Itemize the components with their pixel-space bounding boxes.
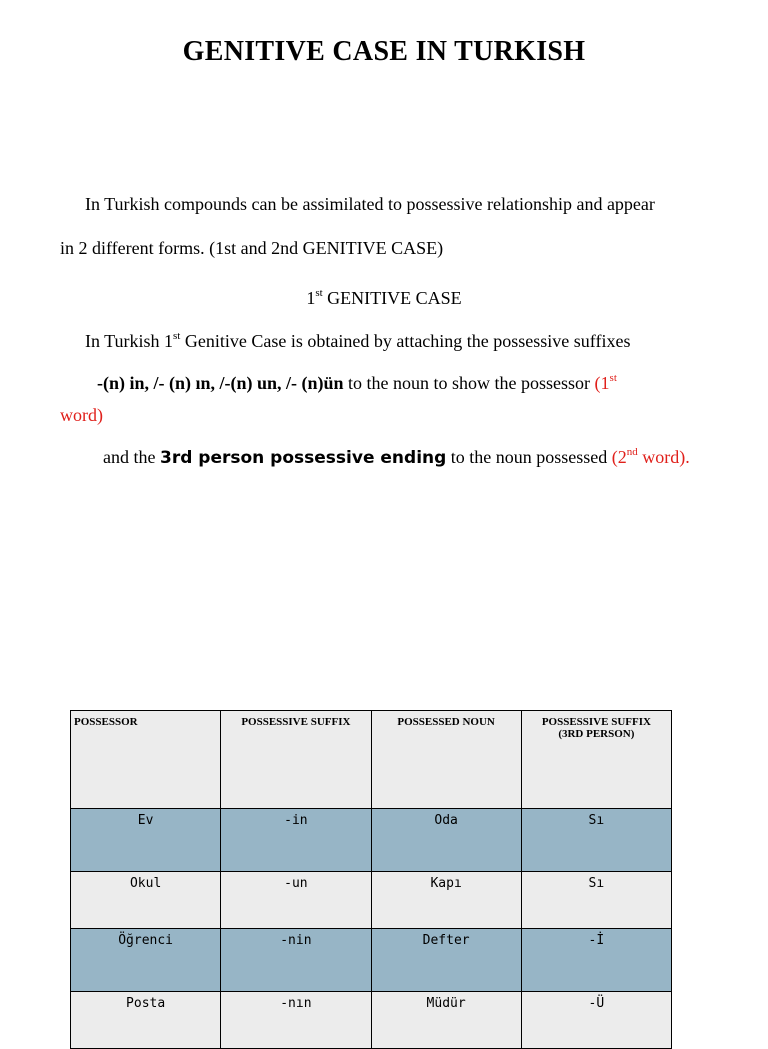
first-word-open: (1: [594, 373, 610, 393]
section-heading: [0, 288, 768, 309]
definition-line: [85, 331, 630, 352]
cell-possessed: Kapı: [371, 872, 521, 929]
possessive-ending-bold: 3rd person possessive ending: [159, 448, 447, 468]
page-title: GENITIVE CASE IN TURKISH: [182, 36, 586, 67]
header-line-1: POSSESSIVE SUFFIX: [541, 716, 651, 728]
intro-line-2: in 2 different forms. (1st and 2nd GENITIVE CASE): [60, 238, 444, 258]
suffix-line: [97, 373, 617, 394]
cell-possessor: Posta: [71, 992, 221, 1049]
cell-suffix: -in: [221, 809, 371, 872]
table-row: [71, 809, 672, 872]
cell-suffix: -nin: [221, 929, 371, 992]
header-possessor: POSSESSOR: [71, 711, 221, 809]
definition-post: Genitive Case is obtained by attaching the possessive suffixes: [180, 331, 631, 351]
second-word-open: (2: [611, 447, 627, 467]
table-row: [71, 992, 672, 1049]
heading-superscript: st: [315, 287, 323, 299]
heading-number: 1: [306, 288, 316, 308]
header-line-2: (3RD PERSON): [558, 728, 635, 740]
possessed-post: to the noun possessed: [446, 447, 612, 467]
cell-suffix: -un: [221, 872, 371, 929]
cell-ending: Sı: [521, 809, 671, 872]
header-possessive-suffix-3rd: [521, 711, 671, 809]
cell-possessed: Oda: [371, 809, 521, 872]
cell-suffix: -nın: [221, 992, 371, 1049]
cell-ending: -İ: [521, 929, 671, 992]
cell-possessor: Öğrenci: [71, 929, 221, 992]
suffix-list: -(n) in, /- (n) ın, /-(n) un, /- (n)ün: [97, 373, 344, 393]
possessed-line: [103, 447, 690, 468]
table-row: [71, 929, 672, 992]
cell-possessor: Ev: [71, 809, 221, 872]
table-row: [71, 872, 672, 929]
definition-pre: In Turkish 1: [85, 331, 174, 351]
header-possessed-noun: POSSESSED NOUN: [371, 711, 521, 809]
header-possessive-suffix: POSSESSIVE SUFFIX: [221, 711, 371, 809]
first-word-note: [595, 373, 617, 393]
cell-ending: -Ü: [521, 992, 671, 1049]
first-word-close: word): [60, 405, 103, 425]
cell-possessor: Okul: [71, 872, 221, 929]
genitive-table: [70, 710, 672, 1049]
second-word-superscript: nd: [626, 446, 638, 458]
possessed-pre: and the: [103, 447, 160, 467]
heading-text: GENITIVE CASE: [322, 288, 462, 308]
intro-line-1: In Turkish compounds can be assimilated to possessive relationship and appear: [85, 194, 655, 214]
cell-ending: Sı: [521, 872, 671, 929]
cell-possessed: Defter: [371, 929, 521, 992]
table-header-row: [71, 711, 672, 809]
definition-superscript: st: [173, 330, 181, 342]
second-word-close: word).: [637, 447, 690, 467]
suffix-line-text: to the noun to show the possessor: [343, 373, 595, 393]
cell-possessed: Müdür: [371, 992, 521, 1049]
first-word-superscript: st: [609, 372, 617, 384]
second-word-note: [612, 447, 690, 467]
